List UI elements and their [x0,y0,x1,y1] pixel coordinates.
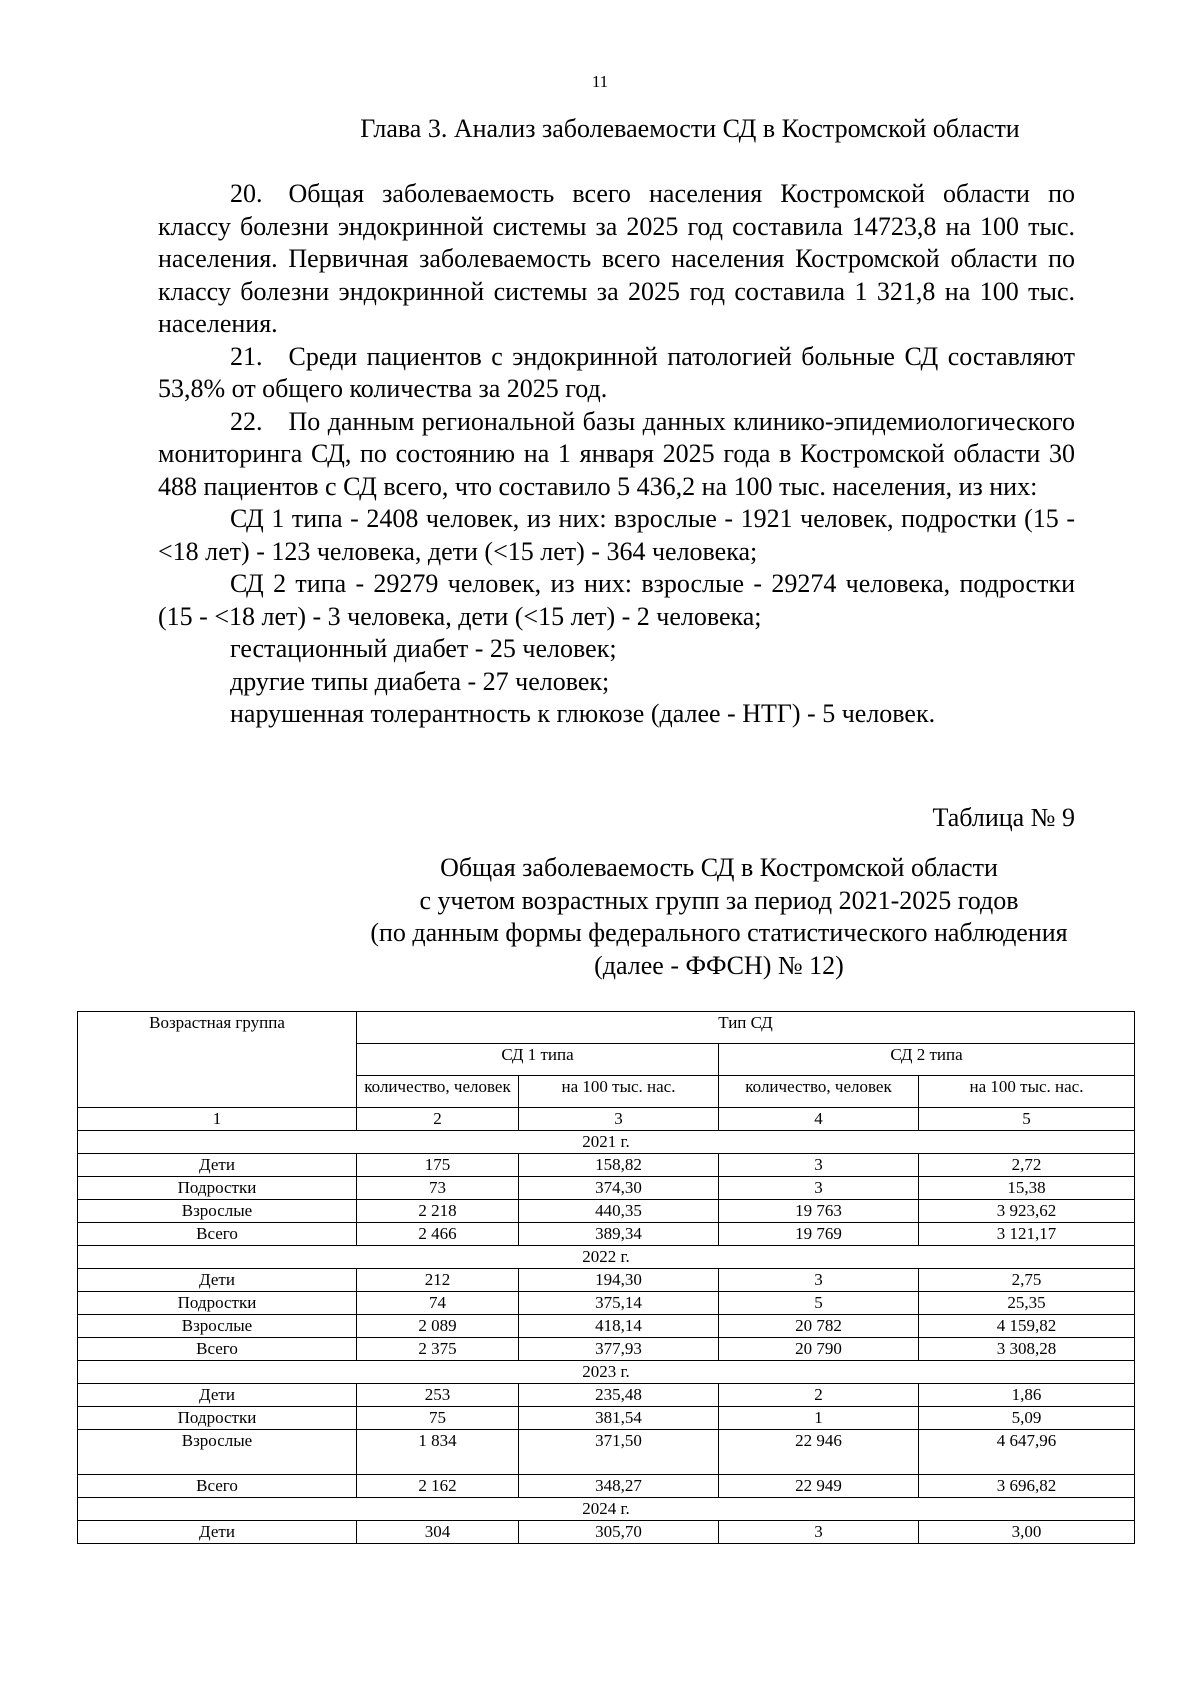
table-cell: Дети [78,1384,357,1407]
table-cell: 2 375 [357,1338,519,1361]
table-cell: 74 [357,1292,519,1315]
table-cell: 235,48 [519,1384,719,1407]
table-row [78,1315,1135,1338]
table-row [78,1475,1135,1498]
table-cell: 3 [719,1154,919,1177]
table-cell: Всего [78,1338,357,1361]
table-caption-line: с учетом возрастных групп за период 2021-2025 годов [419,885,1019,915]
table-cell: 75 [357,1407,519,1430]
table-cell: 194,30 [519,1269,719,1292]
table-cell: 2 218 [357,1200,519,1223]
table-row [78,1338,1135,1361]
table-row [78,1269,1135,1292]
table-cell: Дети [78,1269,357,1292]
header-age-group: Возрастная группа [78,1012,357,1108]
paragraph-ntg: нарушенная толерантность к глюкозе (далее - НТГ) - 5 человек. [230,699,936,728]
table-cell: 2 [719,1384,919,1407]
table-cell: Взрослые [78,1430,357,1475]
column-number: 1 [78,1108,357,1131]
incidence-table [77,1011,1135,1544]
chapter-title: Глава 3. Анализ заболеваемости СД в Костромской области [360,114,1020,143]
table-cell: 3 696,82 [919,1475,1135,1498]
table-cell: 15,38 [919,1177,1135,1200]
table-row [78,1430,1135,1475]
table-cell: 348,27 [519,1475,719,1498]
table-row [78,1177,1135,1200]
year-row: 2022 г. [78,1246,1135,1269]
column-number: 2 [357,1108,519,1131]
table-cell: 3 121,17 [919,1223,1135,1246]
table-caption-line: Общая заболеваемость СД в Костромской области [440,853,998,882]
table-row [78,1521,1135,1544]
table-cell: 440,35 [519,1200,719,1223]
table-cell: Дети [78,1521,357,1544]
year-row: 2024 г. [78,1498,1135,1521]
header-diabetes-type: Тип СД [357,1012,1135,1044]
table-cell: Взрослые [78,1200,357,1223]
table-cell: Подростки [78,1407,357,1430]
header-type2: СД 2 типа [719,1044,1135,1076]
year-row: 2021 г. [78,1131,1135,1154]
table-cell: 2,72 [919,1154,1135,1177]
paragraph-20: 20. Общая заболеваемость всего населения Костромской области по классу болезни эндокринной системы за 2025 год составила 14723,8 на 100 тыс. населения. Первичная заболеваемость всего населения Костромской области по классу болезни эндокринной системы за 2025 год составила 1 321,8 на 100 тыс. населения. [158,179,1075,338]
table-cell: 20 790 [719,1338,919,1361]
table-cell: 2 162 [357,1475,519,1498]
table-cell: 2 089 [357,1315,519,1338]
table-cell: 375,14 [519,1292,719,1315]
table-cell: 19 763 [719,1200,919,1223]
paragraph-type2: СД 2 типа - 29279 человек, из них: взрослые - 29274 человека, подростки (15 - <18 лет) - 3 человека, дети (<15 лет) - 2 человека; [158,569,1075,631]
table-number: Таблица № 9 [932,803,1075,832]
table-cell: 418,14 [519,1315,719,1338]
table-cell: 212 [357,1269,519,1292]
table-cell: 25,35 [919,1292,1135,1315]
table-cell: 4 159,82 [919,1315,1135,1338]
body-text [158,178,1075,731]
table-cell: Дети [78,1154,357,1177]
table-cell: 2 466 [357,1223,519,1246]
table-cell: Всего [78,1475,357,1498]
table-cell: 381,54 [519,1407,719,1430]
header-per100k-type2: на 100 тыс. нас. [919,1076,1135,1108]
table-cell: 371,50 [519,1430,719,1475]
header-count-type1: количество, человек [357,1076,519,1108]
header-per100k-type1: на 100 тыс. нас. [519,1076,719,1108]
table-row [78,1292,1135,1315]
table-cell: Всего [78,1223,357,1246]
table-cell: 2,75 [919,1269,1135,1292]
column-number: 3 [519,1108,719,1131]
table-cell: 22 946 [719,1430,919,1475]
table-caption-line: (далее - ФФСН) № 12) [594,950,844,980]
table-cell: 5 [719,1292,919,1315]
table-cell: Взрослые [78,1315,357,1338]
table-cell: Подростки [78,1177,357,1200]
table-cell: 305,70 [519,1521,719,1544]
paragraph-gestational: гестационный диабет - 25 человек; [230,634,617,663]
paragraph-22: 22. По данным региональной базы данных клинико-эпидемиологического мониторинга СД, по состоянию на 1 января 2025 года в Костромской области 30 488 пациентов с СД всего, что составило 5 436,2 на 100 тыс. населения, из них: [158,406,1075,501]
page-number: 11 [591,72,609,91]
table-cell: 374,30 [519,1177,719,1200]
table-cell: 20 782 [719,1315,919,1338]
table-cell: 3 923,62 [919,1200,1135,1223]
table-cell: 1 [719,1407,919,1430]
table-cell: 389,34 [519,1223,719,1246]
table-cell: 73 [357,1177,519,1200]
table-cell: 253 [357,1384,519,1407]
table-cell: 5,09 [919,1407,1135,1430]
paragraph-other-types: другие типы диабета - 27 человек; [230,666,610,696]
table-caption [0,852,1200,982]
table-row [78,1407,1135,1430]
paragraph-21: 21. Среди пациентов с эндокринной патологией больные СД составляют 53,8% от общего количества за 2025 год. [158,341,1075,403]
table-cell: 3,00 [919,1521,1135,1544]
table-row [78,1154,1135,1177]
table-cell: 3 [719,1269,919,1292]
header-count-type2: количество, человек [719,1076,919,1108]
table-caption-line: (по данным формы федерального статистического наблюдения [370,918,1068,947]
table-cell: 3 308,28 [919,1338,1135,1361]
column-number: 4 [719,1108,919,1131]
table-row [78,1200,1135,1223]
column-numbers-row [78,1108,1135,1131]
table-cell: 377,93 [519,1338,719,1361]
table-cell: 22 949 [719,1475,919,1498]
table-row [78,1384,1135,1407]
table-cell: 3 [719,1521,919,1544]
table-cell: 158,82 [519,1154,719,1177]
column-number: 5 [919,1108,1135,1131]
table-cell: 175 [357,1154,519,1177]
paragraph-type1: СД 1 типа - 2408 человек, из них: взрослые - 1921 человек, подростки (15 - <18 лет) - 123 человека, дети (<15 лет) - 364 человека; [158,504,1075,566]
table-cell: Подростки [78,1292,357,1315]
table-cell: 19 769 [719,1223,919,1246]
table-cell: 3 [719,1177,919,1200]
table-cell: 304 [357,1521,519,1544]
table-cell: 1,86 [919,1384,1135,1407]
table-row [78,1223,1135,1246]
year-row: 2023 г. [78,1361,1135,1384]
table-cell: 4 647,96 [919,1430,1135,1475]
table-cell: 1 834 [357,1430,519,1475]
header-type1: СД 1 типа [357,1044,719,1076]
